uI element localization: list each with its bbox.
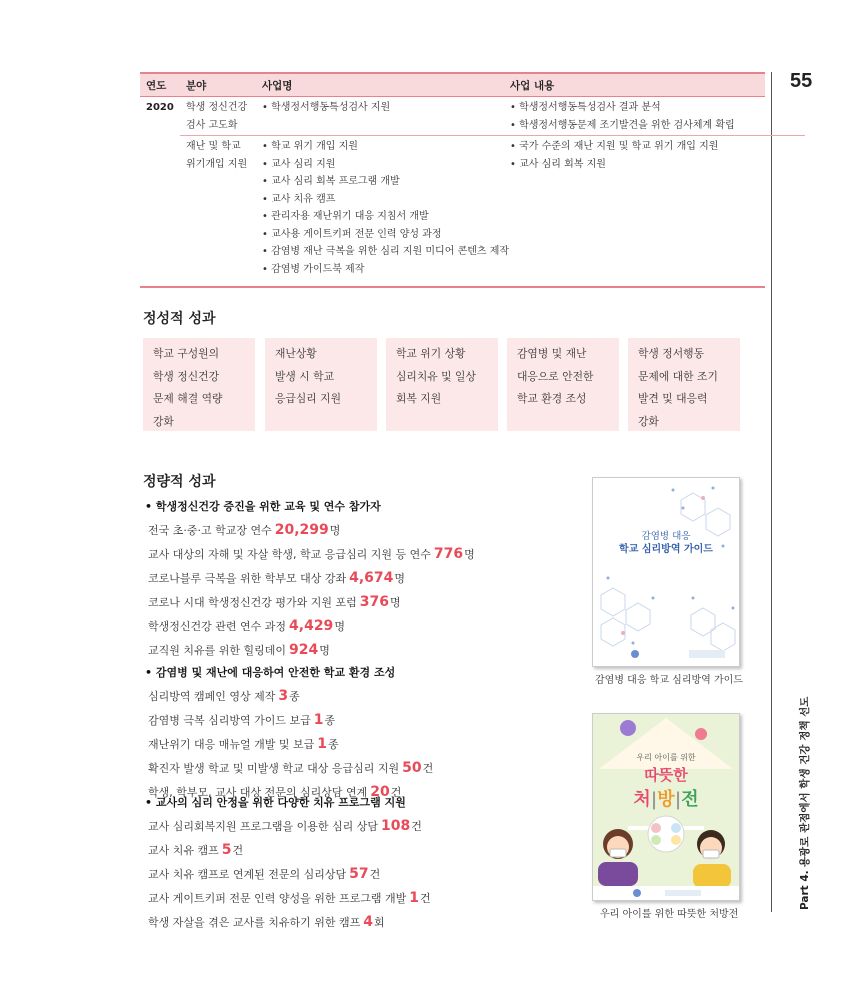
stat-number: 3 — [278, 688, 289, 704]
cover-subtitle: 우리 아이를 위한 — [636, 753, 696, 762]
section-heading-text: 학생정신건강 증진을 위한 교육 및 연수 참가자 — [155, 500, 381, 513]
stat-unit: 건 — [232, 844, 244, 857]
cover-big-char: 전 — [681, 789, 699, 810]
cover-title-line: 학교 심리방역 가이드 — [619, 544, 713, 555]
box-line: 학교 구성원의 — [153, 347, 220, 360]
box-line: 심리치유 및 일상 — [396, 369, 476, 383]
stat-unit: 회 — [374, 916, 385, 929]
stat-unit: 명 — [319, 644, 330, 657]
stat-label: 교사 대상의 자해 및 자살 학생, 학교 응급심리 지원 등 연수 — [148, 548, 431, 561]
stat-label: 교사 심리회복지원 프로그램을 이용한 심리 상담 — [148, 820, 379, 833]
stat-unit: 건 — [411, 820, 422, 833]
stat-number: 776 — [433, 546, 464, 562]
detail-item: • 학생정서행동문제 조기발견을 위한 검사체계 확립 — [510, 119, 735, 131]
stat-unit: 건 — [390, 786, 402, 799]
row-details — [510, 99, 735, 134]
outcome-box — [143, 338, 255, 431]
stat-label: 교사 치유 캠프 — [148, 844, 219, 857]
stat-line — [145, 732, 433, 756]
prescription-book-caption: 우리 아이를 위한 따뜻한 처방전 — [600, 909, 739, 920]
stat-line — [145, 684, 433, 708]
stat-line — [145, 566, 475, 590]
stat-line — [145, 708, 433, 732]
stat-unit: 종 — [324, 714, 336, 727]
outcome-box — [628, 338, 740, 431]
stat-number: 20 — [370, 784, 390, 800]
project-item: • 감염병 가이드북 제작 — [262, 263, 365, 275]
field-line: 학생 정신건강 — [186, 102, 248, 113]
stat-number: 4,674 — [349, 570, 394, 586]
box-line: 감염병 및 재난 — [517, 347, 587, 360]
stat-number: 924 — [289, 642, 319, 658]
outcome-box — [386, 338, 498, 431]
stat-number: 50 — [402, 760, 422, 776]
program-table — [140, 72, 765, 288]
guidebook-caption: 감염병 대응 학교 심리방역 가이드 — [595, 675, 743, 686]
row-projects — [262, 138, 509, 278]
stat-number: 20,299 — [274, 522, 329, 538]
row-field — [186, 99, 247, 134]
field-line: 검사 고도화 — [186, 119, 238, 131]
project-item: • 교사 심리 지원 — [262, 158, 336, 170]
detail-item: • 교사 심리 회복 지원 — [510, 158, 606, 170]
box-line: 대응으로 안전한 — [517, 369, 594, 383]
stat-line — [145, 838, 431, 862]
stat-line — [145, 910, 431, 934]
stat-number: 4,429 — [289, 618, 334, 634]
row-field — [186, 138, 247, 173]
header-detail: 사업 내용 — [510, 80, 555, 92]
box-line: 강화 — [638, 414, 659, 428]
stat-unit: 종 — [328, 738, 339, 751]
field-line: 위기개입 지원 — [186, 158, 248, 170]
stat-label: 학생 자살을 겪은 교사를 치유하기 위한 캠프 — [148, 916, 361, 929]
box-line: 재난상황 — [275, 347, 317, 360]
section-heading-text: 감염병 및 재난에 대응하여 안전한 학교 환경 조성 — [155, 666, 396, 679]
page-number: 55 — [790, 70, 813, 92]
stat-unit: 명 — [334, 620, 345, 633]
stat-label: 교사 게이트키퍼 전문 인력 양성을 위한 프로그램 개발 — [148, 892, 407, 905]
row-details — [510, 138, 718, 173]
stat-label: 확진자 발생 학교 및 미발생 학교 대상 응급심리 지원 — [148, 762, 400, 775]
project-item: • 학생정서행동특성검사 지원 — [262, 102, 391, 113]
cover-big-char: 방 — [657, 789, 675, 810]
cover-title-line: 감염병 대응 — [641, 531, 691, 542]
stat-label: 심리방역 캠페인 영상 제작 — [148, 690, 276, 703]
box-line: 학교 환경 조성 — [517, 392, 587, 405]
table-header — [140, 72, 765, 97]
stat-label: 학생정신건강 관련 연수 과정 — [148, 620, 287, 633]
stat-label: 학생, 학부모, 교사 대상 전문의 심리상담 연계 — [148, 786, 368, 799]
table-row — [140, 97, 765, 135]
stat-line — [145, 614, 475, 638]
cover-big-title: 처|방|전 — [633, 789, 699, 810]
stat-number: 1 — [317, 736, 327, 752]
cover-big-char: 처 — [633, 789, 651, 810]
stat-label: 재난위기 대응 매뉴얼 개발 및 보급 — [148, 738, 315, 751]
stat-number: 376 — [359, 594, 389, 610]
section-heading: • 감염병 및 재난에 대응하여 안전한 학교 환경 조성 — [145, 666, 396, 679]
stat-unit: 건 — [422, 762, 434, 775]
project-item: • 교사용 게이트키퍼 전문 인력 양성 과정 — [262, 228, 442, 240]
stat-line — [145, 862, 431, 886]
stat-label: 코로나 시대 학생정신건강 평가와 지원 포럼 — [148, 596, 357, 609]
stat-number: 5 — [221, 842, 232, 858]
stat-number: 1 — [409, 890, 419, 906]
row-year: 2020 — [146, 102, 174, 113]
quant-section — [145, 498, 475, 662]
section-heading: • 교사의 심리 안정을 위한 다양한 치유 프로그램 지원 — [145, 796, 406, 809]
box-line: 문제 해결 역량 — [153, 392, 223, 405]
guidebook-cover — [592, 477, 740, 667]
table-row — [140, 136, 765, 286]
stat-label: 교직원 치유를 위한 힐링데이 — [148, 644, 287, 657]
box-line: 응급심리 지원 — [275, 392, 342, 405]
stat-line — [145, 590, 475, 614]
box-line: 학교 위기 상황 — [396, 347, 466, 360]
vertical-rule — [771, 72, 772, 912]
quant-section — [145, 664, 433, 804]
stat-unit: 명 — [394, 572, 406, 585]
outcome-box — [265, 338, 377, 431]
project-item: • 감염병 재난 극복을 위한 심리 지원 미디어 콘텐츠 제작 — [262, 246, 510, 257]
table-bottom-rule — [140, 286, 765, 288]
stat-line — [145, 638, 475, 662]
box-line: 문제에 대한 조기 — [638, 369, 718, 383]
stat-line — [145, 814, 431, 838]
field-line: 재난 및 학교 — [186, 141, 241, 152]
box-line: 발견 및 대응력 — [638, 392, 708, 405]
stat-unit: 건 — [369, 868, 381, 881]
stat-label: 전국 초·중·고 학교장 연수 — [148, 524, 272, 537]
project-item: • 관리자용 재난위기 대응 지침서 개발 — [262, 211, 429, 222]
prescription-book-cover — [592, 713, 740, 901]
section-heading-text: 교사의 심리 안정을 위한 다양한 치유 프로그램 지원 — [155, 796, 406, 809]
stat-label: 교사 치유 캠프로 연계된 전문의 심리상담 — [148, 868, 347, 881]
stat-unit: 명 — [329, 524, 341, 537]
header-year: 연도 — [146, 80, 167, 92]
stat-line — [145, 886, 431, 910]
header-project: 사업명 — [262, 80, 293, 92]
section-heading: • 학생정신건강 증진을 위한 교육 및 연수 참가자 — [145, 500, 381, 513]
quantitative-title: 정량적 성과 — [143, 474, 216, 490]
stat-line — [145, 756, 433, 780]
stat-unit: 명 — [389, 596, 401, 609]
box-line: 회복 지원 — [396, 392, 442, 405]
stat-line — [145, 542, 475, 566]
outcome-box — [507, 338, 619, 431]
project-item: • 교사 심리 회복 프로그램 개발 — [262, 176, 400, 187]
stat-unit: 명 — [464, 548, 475, 561]
box-line: 학생 정서행동 — [638, 347, 705, 360]
row-projects — [262, 99, 390, 117]
stat-label: 감염병 극복 심리방역 가이드 보급 — [148, 714, 311, 727]
stat-unit: 건 — [420, 892, 431, 905]
box-line: 발생 시 학교 — [275, 369, 335, 383]
side-label — [787, 696, 817, 920]
box-line: 강화 — [153, 414, 174, 428]
stat-line — [145, 518, 475, 542]
detail-item: • 학생정서행동특성검사 결과 분석 — [510, 102, 661, 113]
detail-item: • 국가 수준의 재난 지원 및 학교 위기 개입 지원 — [510, 141, 719, 152]
stat-number: 108 — [381, 818, 411, 834]
project-item: • 학교 위기 개입 지원 — [262, 141, 358, 152]
project-item: • 교사 치유 캠프 — [262, 193, 336, 205]
qualitative-title: 정성적 성과 — [143, 311, 216, 327]
side-label-part: Part 4. — [799, 870, 811, 910]
cover-title: 따뜻한 — [644, 766, 688, 784]
stat-number: 4 — [363, 914, 373, 930]
hexagon-pattern-icon — [593, 478, 739, 666]
quant-section — [145, 794, 431, 934]
stat-label: 코로나블루 극복을 위한 학부모 대상 강좌 — [148, 572, 347, 585]
stat-number: 57 — [349, 866, 369, 882]
header-field: 분야 — [186, 80, 207, 92]
side-label-text: 용광로 관점에서 학생 건강 정책 선도 — [799, 696, 811, 867]
stat-unit: 종 — [289, 690, 300, 703]
stat-number: 1 — [313, 712, 324, 728]
box-line: 학생 정신건강 — [153, 369, 220, 383]
